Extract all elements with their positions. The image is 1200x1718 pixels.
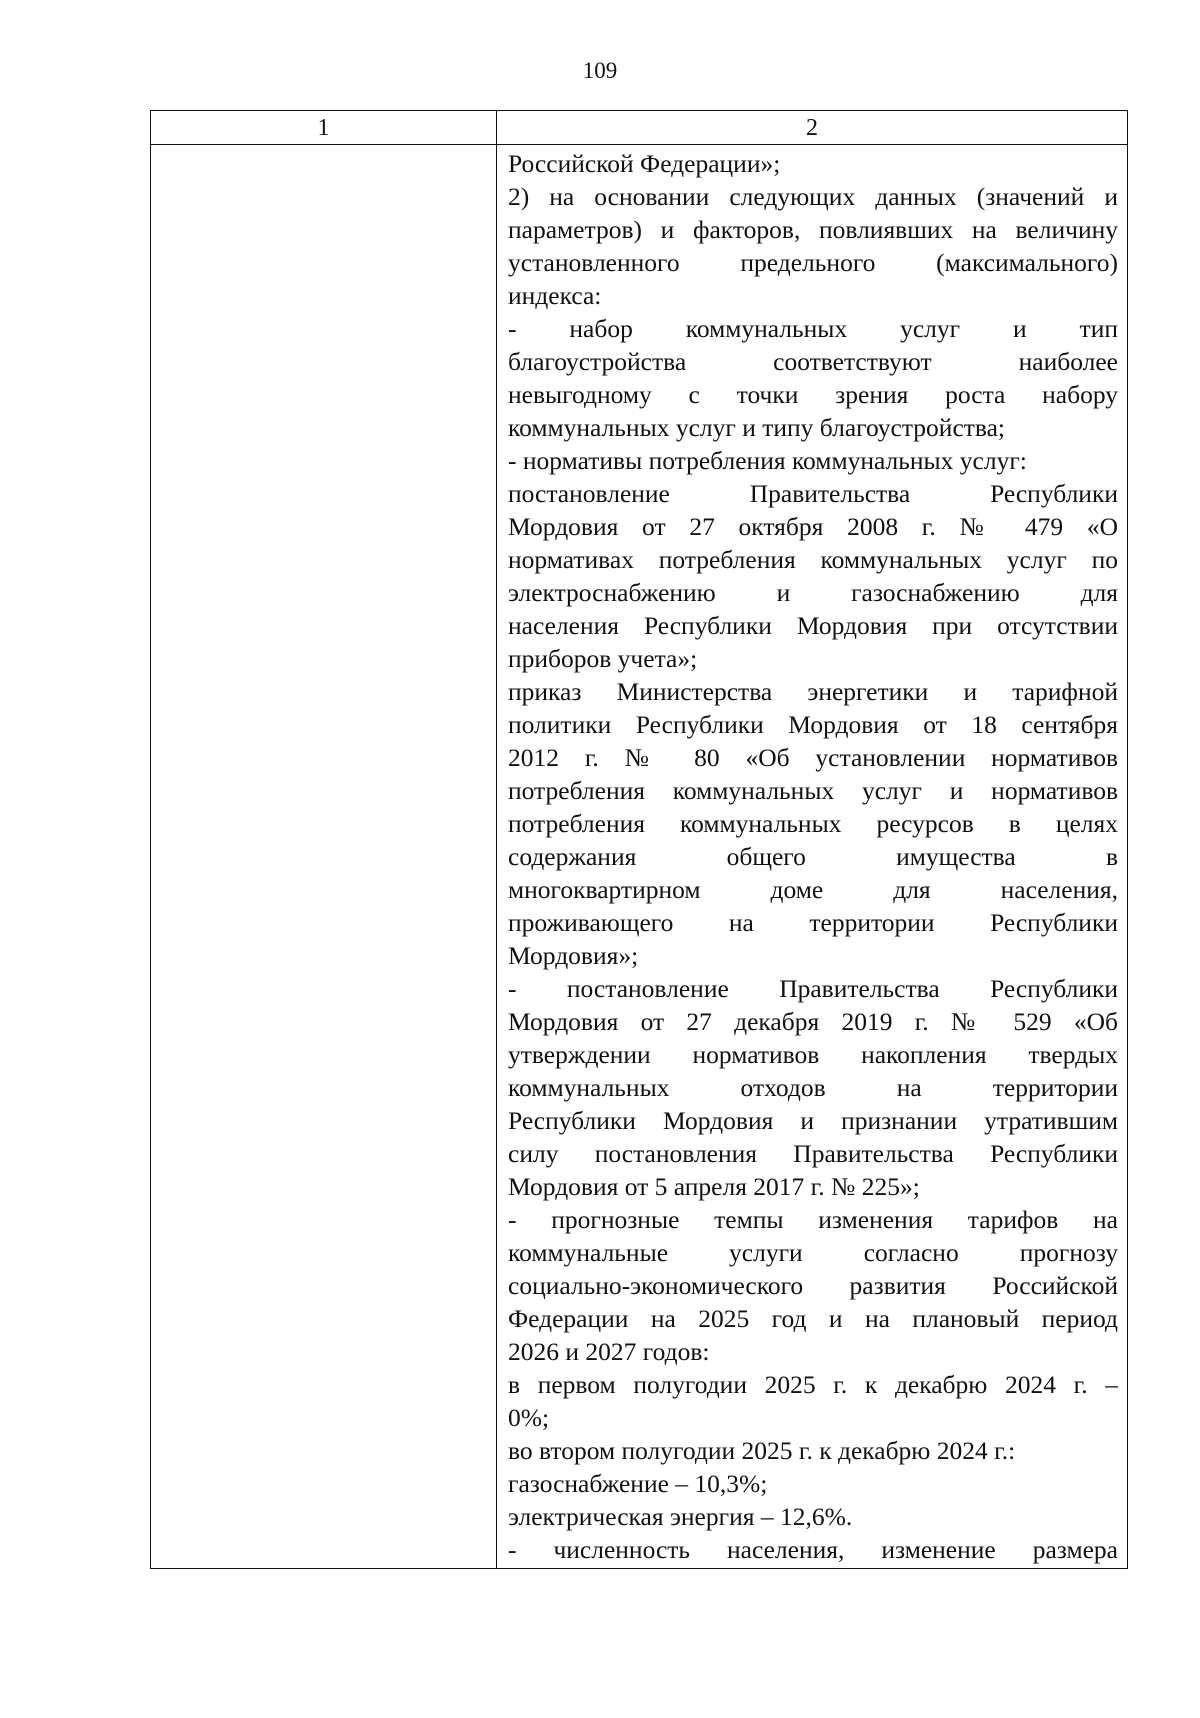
text-line: содержания общего имущества в bbox=[508, 842, 1118, 871]
text-line: Мордовия от 27 декабря 2019 г. № 529 «Об bbox=[508, 1007, 1118, 1036]
text-line: приказ Министерства энергетики и тарифной bbox=[508, 677, 1118, 706]
text-line: параметров) и факторов, повлиявших на величину bbox=[508, 215, 1118, 244]
text-line: постановление Правительства Республики bbox=[508, 479, 1118, 508]
column-divider bbox=[496, 111, 497, 1568]
text-line: силу постановления Правительства Республики bbox=[508, 1139, 1118, 1168]
page-number: 109 bbox=[582, 58, 618, 83]
text-line: 2026 и 2027 годов: bbox=[508, 1337, 710, 1366]
text-line: в первом полугодии 2025 г. к декабрю 2024 г. – bbox=[508, 1370, 1118, 1399]
text-line: 0%; bbox=[508, 1403, 550, 1432]
text-line: коммунальных услуг и типу благоустройства; bbox=[508, 413, 1006, 442]
text-line: - постановление Правительства Республики bbox=[508, 974, 1118, 1003]
text-line: социально-экономического развития Российской bbox=[508, 1271, 1118, 1300]
text-line: - численность населения, изменение размера bbox=[508, 1535, 1118, 1564]
text-line: Российской Федерации»; bbox=[508, 149, 781, 178]
text-line: Республики Мордовия и признании утратившим bbox=[508, 1106, 1118, 1135]
text-line: коммунальные услуги согласно прогнозу bbox=[508, 1238, 1118, 1267]
text-line: во втором полугодии 2025 г. к декабрю 2024 г.: bbox=[508, 1436, 1016, 1465]
text-line: - прогнозные темпы изменения тарифов на bbox=[508, 1205, 1118, 1234]
text-line: утверждении нормативов накопления твердых bbox=[508, 1040, 1118, 1069]
text-line: Федерации на 2025 год и на плановый период bbox=[508, 1304, 1118, 1333]
table-header-row bbox=[151, 111, 1127, 145]
table-header-column-1: 1 bbox=[317, 115, 330, 141]
text-line: политики Республики Мордовия от 18 сентября bbox=[508, 710, 1118, 739]
text-line: индекса: bbox=[508, 281, 602, 310]
text-line: коммунальных отходов на территории bbox=[508, 1073, 1118, 1102]
text-line: 2012 г. № 80 «Об установлении нормативов bbox=[508, 743, 1118, 772]
text-line: Мордовия»; bbox=[508, 941, 639, 970]
text-line: установленного предельного (максимального) bbox=[508, 248, 1118, 277]
text-line: населения Республики Мордовия при отсутствии bbox=[508, 611, 1118, 640]
text-line: 2) на основании следующих данных (значений и bbox=[508, 182, 1118, 211]
text-line: проживающего на территории Республики bbox=[508, 908, 1118, 937]
document-table bbox=[150, 110, 1128, 1569]
text-line: приборов учета»; bbox=[508, 644, 698, 673]
table-cell-column-2 bbox=[508, 147, 1118, 1566]
text-line: многоквартирном доме для населения, bbox=[508, 875, 1118, 904]
text-line: Мордовия от 5 апреля 2017 г. № 225»; bbox=[508, 1172, 920, 1201]
text-line: электрическая энергия – 12,6%. bbox=[508, 1502, 853, 1531]
text-line: - нормативы потребления коммунальных услуг: bbox=[508, 446, 1027, 475]
text-line: газоснабжение – 10,3%; bbox=[508, 1469, 768, 1498]
text-line: - набор коммунальных услуг и тип bbox=[508, 314, 1118, 343]
text-line: потребления коммунальных ресурсов в целях bbox=[508, 809, 1118, 838]
text-line: потребления коммунальных услуг и нормативов bbox=[508, 776, 1118, 805]
text-line: электроснабжению и газоснабжению для bbox=[508, 578, 1118, 607]
text-line: Мордовия от 27 октября 2008 г. № 479 «О bbox=[508, 512, 1118, 541]
text-line: благоустройства соответствуют наиболее bbox=[508, 347, 1118, 376]
table-header-column-2: 2 bbox=[806, 115, 818, 141]
text-line: невыгодному с точки зрения роста набору bbox=[508, 380, 1118, 409]
text-line: нормативах потребления коммунальных услуг по bbox=[508, 545, 1118, 574]
